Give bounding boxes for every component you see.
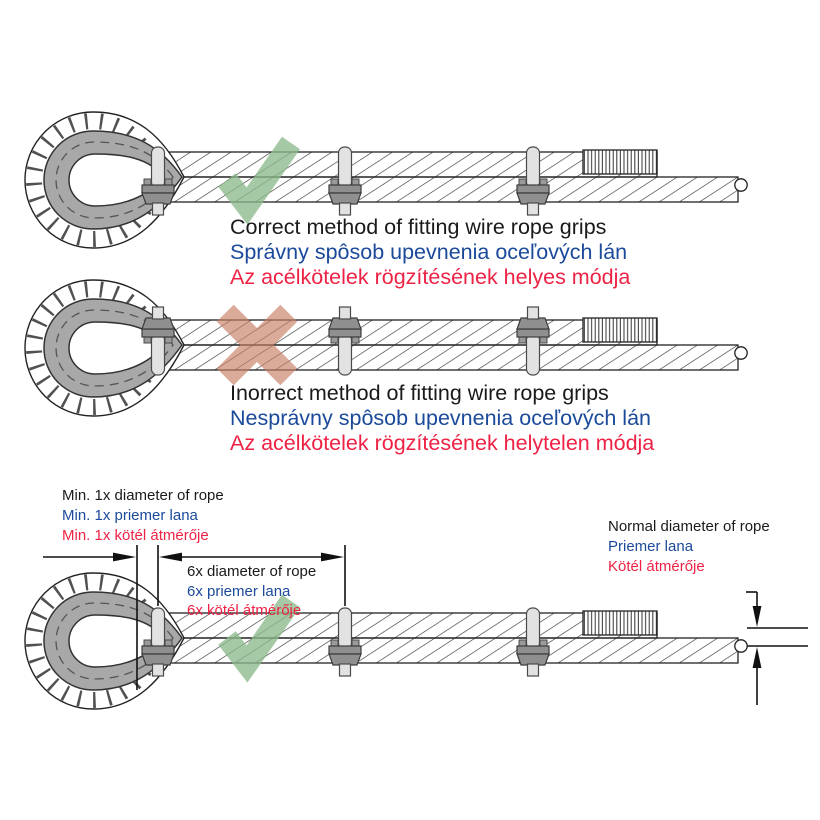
label-six-diameter-en: 6x diameter of rope [187,563,317,580]
caption-incorrect-en: Inorrect method of fitting wire rope grips [230,381,609,405]
caption-incorrect [230,381,654,456]
caption-correct-sk: Správny spôsob upevnenia oceľových lán [230,240,628,264]
label-normal-diameter [608,517,770,577]
caption-correct [230,215,630,290]
dimensioned-diagram [25,573,747,709]
caption-incorrect-sk: Nesprávny spôsob upevnenia oceľových lán [230,406,652,430]
label-normal-diameter-hu: Kötél átmérője [608,558,705,575]
label-six-diameter [187,562,316,621]
label-six-diameter-sk: 6x priemer lana [187,582,291,600]
caption-correct-hu: Az acélkötelek rögzítésének helyes módja [230,265,631,289]
label-min-diameter-sk: Min. 1x priemer lana [62,507,198,524]
label-normal-diameter-sk: Priemer lana [608,538,694,555]
label-six-diameter-hu: 6x kötél átmérője [187,602,302,619]
label-min-diameter-en: Min. 1x diameter of rope [62,487,224,504]
label-min-diameter [62,486,224,546]
label-min-diameter-hu: Min. 1x kötél átmérője [62,527,209,544]
caption-correct-en: Correct method of fitting wire rope grips [230,215,607,239]
caption-incorrect-hu: Az acélkötelek rögzítésének helytelen módja [230,431,655,455]
label-normal-diameter-en: Normal diameter of rope [608,518,770,535]
